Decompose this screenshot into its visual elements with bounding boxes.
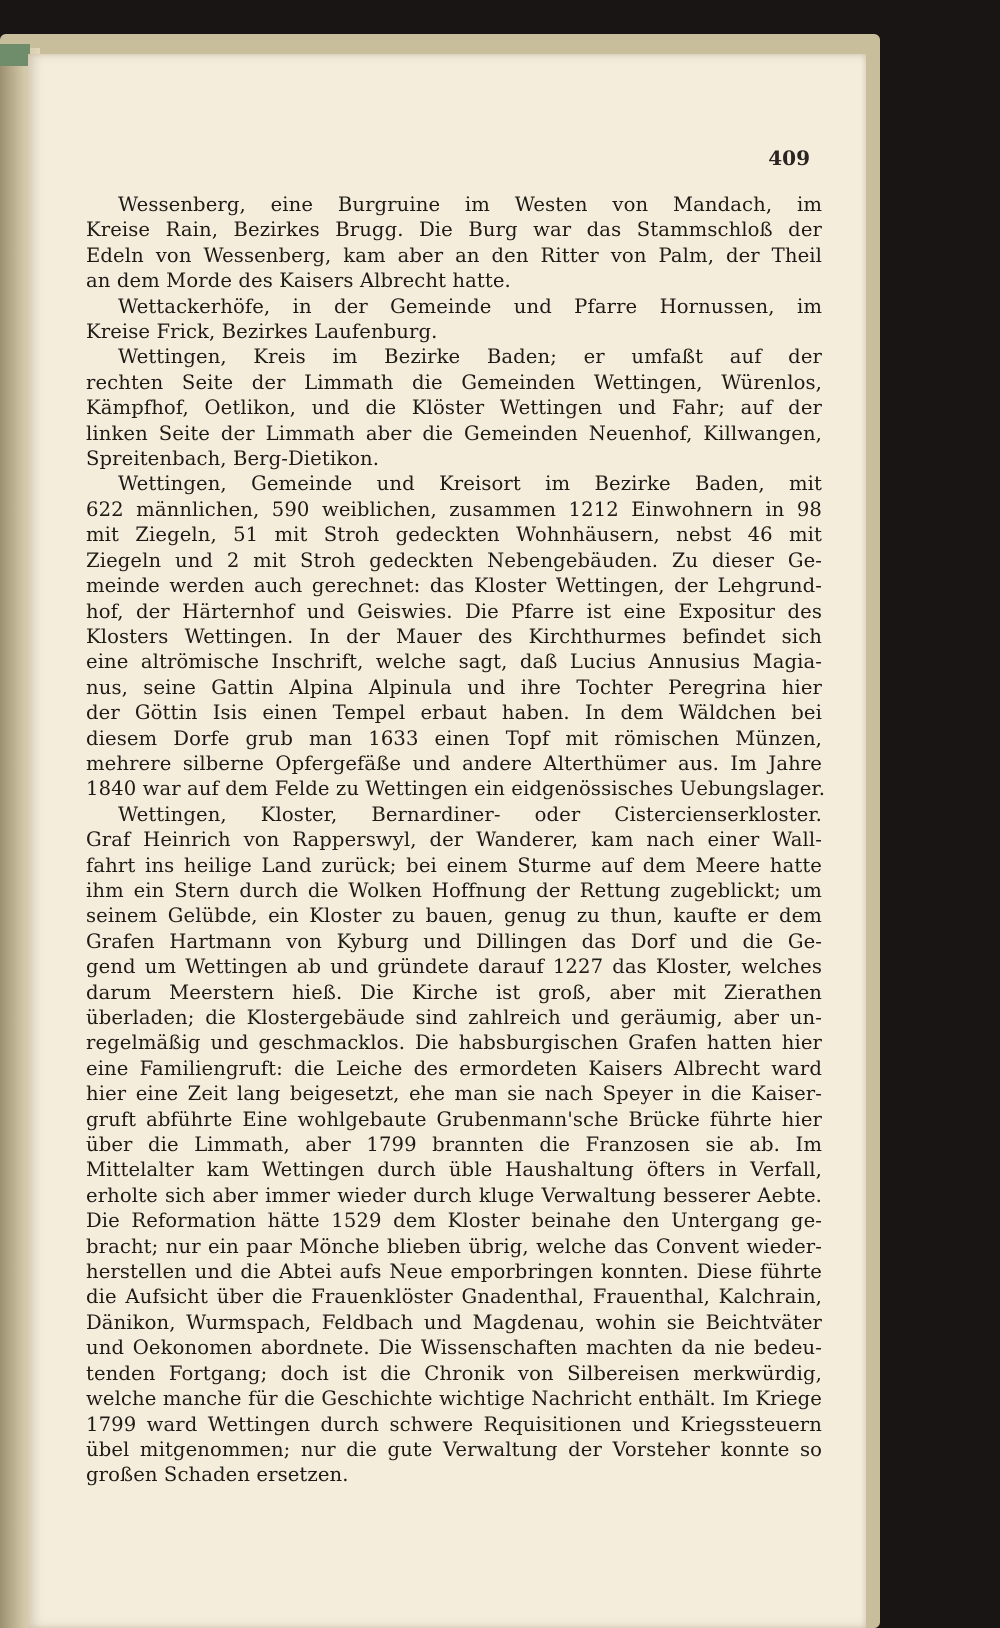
text-line: übel mitgenommen; nur die gute Verwaltung der Vorsteher konnte so — [86, 1437, 822, 1461]
paragraph — [86, 192, 822, 294]
text-line: Mittelalter kam Wettingen durch üble Haushaltung öfters in Verfall, — [86, 1158, 822, 1182]
text-line: großen Schaden ersetzen. — [86, 1463, 349, 1487]
text-line: mehrere silberne Opfergefäße und andere Alterthümer aus. Im Jahre — [86, 751, 822, 775]
text-line: 1799 ward Wettingen durch schwere Requisitionen und Kriegssteuern — [86, 1412, 822, 1436]
text-line: Kreise Frick, Bezirkes Laufenburg. — [86, 320, 438, 344]
text-line: Wettingen, Kloster, Bernardiner- oder Cistercienserkloster. — [118, 802, 822, 826]
text-line: nus, seine Gattin Alpina Alpinula und ihre Tochter Peregrina hier — [86, 675, 822, 699]
text-line: hier eine Zeit lang beigesetzt, ehe man sie nach Speyer in die Kaiser- — [86, 1082, 822, 1106]
text-line: und Oekonomen abordnete. Die Wissenschaften machten da nie bedeu- — [86, 1336, 822, 1360]
text-line: herstellen und die Abtei aufs Neue emporbringen konnten. Diese führte — [86, 1260, 822, 1284]
text-line: gruft abführte Eine wohlgebaute Grubenmann'sche Brücke führte hier — [86, 1107, 822, 1131]
text-line: linken Seite der Limmath aber die Gemeinden Neuenhof, Killwangen, — [86, 421, 822, 445]
text-line: darum Meerstern hieß. Die Kirche ist groß, aber mit Zierathen — [86, 980, 822, 1004]
paragraph — [86, 344, 822, 471]
text-line: hof, der Härternhof und Geiswies. Die Pfarre ist eine Expositur des — [86, 599, 822, 623]
text-line: Edeln von Wessenberg, kam aber an den Ritter von Palm, der Theil — [86, 243, 822, 267]
text-line: tenden Fortgang; doch ist die Chronik von Silbereisen merkwürdig, — [86, 1361, 822, 1385]
page-number: 409 — [768, 146, 810, 170]
text-line: Kreise Rain, Bezirkes Brugg. Die Burg war das Stammschloß der — [86, 218, 822, 242]
paragraph — [86, 471, 826, 801]
text-line: mit Ziegeln, 51 mit Stroh gedeckten Wohnhäusern, nebst 46 mit — [86, 523, 822, 547]
text-line: erholte sich aber immer wieder durch kluge Verwaltung besserer Aebte. — [86, 1183, 822, 1207]
text-line: Kämpfhof, Oetlikon, und die Klöster Wettingen und Fahr; auf der — [86, 396, 822, 420]
text-line: Spreitenbach, Berg-Dietikon. — [86, 447, 380, 471]
text-line: welche manche für die Geschichte wichtige Nachricht enthält. Im Kriege — [86, 1387, 822, 1411]
text-line: Wettackerhöfe, in der Gemeinde und Pfarre Hornussen, im — [118, 294, 822, 318]
text-line: Graf Heinrich von Rapperswyl, der Wanderer, kam nach einer Wall- — [86, 828, 822, 852]
text-line: Wettingen, Gemeinde und Kreisort im Bezirke Baden, mit — [118, 472, 822, 496]
text-line: rechten Seite der Limmath die Gemeinden Wettingen, Würenlos, — [86, 370, 822, 394]
page-text — [86, 192, 826, 1488]
text-line: Dänikon, Wurmspach, Feldbach und Magdenau, wohin sie Beichtväter — [86, 1310, 822, 1334]
text-line: bracht; nur ein paar Mönche blieben übrig, welche das Convent wieder- — [86, 1234, 822, 1258]
text-line: regelmäßig und geschmacklos. Die habsburgischen Grafen hatten hier — [86, 1031, 822, 1055]
text-line: überladen; die Klostergebäude sind zahlreich und geräumig, aber un- — [86, 1006, 822, 1029]
spine-tab — [0, 44, 30, 66]
paragraph — [86, 294, 822, 345]
text-line: an dem Morde des Kaisers Albrecht hatte. — [86, 269, 511, 293]
text-line: Ziegeln und 2 mit Stroh gedeckten Nebengebäuden. Zu dieser Ge- — [86, 548, 822, 572]
text-line: Die Reformation hätte 1529 dem Kloster beinahe den Untergang ge- — [86, 1209, 822, 1233]
text-line: Wettingen, Kreis im Bezirke Baden; er umfaßt auf der — [118, 345, 822, 369]
text-line: eine Familiengruft: die Leiche des ermordeten Kaisers Albrecht ward — [86, 1056, 822, 1080]
text-line: seinem Gelübde, ein Kloster zu bauen, genug zu thun, kaufte er dem — [86, 904, 822, 928]
text-line: diesem Dorfe grub man 1633 einen Topf mit römischen Münzen, — [86, 726, 822, 750]
text-line: die Aufsicht über die Frauenklöster Gnadenthal, Frauenthal, Kalchrain, — [86, 1285, 822, 1309]
book-page — [28, 54, 866, 1628]
text-line: Grafen Hartmann von Kyburg und Dillingen das Dorf und die Ge- — [86, 929, 822, 953]
text-line: gend um Wettingen ab und gründete darauf 1227 das Kloster, welches — [86, 955, 822, 979]
paragraph — [86, 802, 822, 1488]
text-line: fahrt ins heilige Land zurück; bei einem Sturme auf dem Meere hatte — [86, 853, 822, 877]
text-line: Wessenberg, eine Burgruine im Westen von Mandach, im — [118, 193, 822, 216]
text-line: 622 männlichen, 590 weiblichen, zusammen 1212 Einwohnern in 98 — [86, 497, 822, 521]
text-line: meinde werden auch gerechnet: das Kloster Wettingen, der Lehgrund- — [86, 574, 822, 598]
text-line: über die Limmath, aber 1799 brannten die Franzosen sie ab. Im — [86, 1133, 822, 1157]
text-line: der Göttin Isis einen Tempel erbaut haben. In dem Wäldchen bei — [86, 701, 822, 725]
text-line: ihm ein Stern durch die Wolken Hoffnung der Rettung zugeblickt; um — [86, 878, 822, 902]
text-line: eine altrömische Inschrift, welche sagt, daß Lucius Annusius Magia- — [86, 650, 822, 674]
text-line: Klosters Wettingen. In der Mauer des Kirchthurmes befindet sich — [86, 624, 822, 648]
text-line: 1840 war auf dem Felde zu Wettingen ein eidgenössisches Uebungslager. — [86, 777, 826, 801]
